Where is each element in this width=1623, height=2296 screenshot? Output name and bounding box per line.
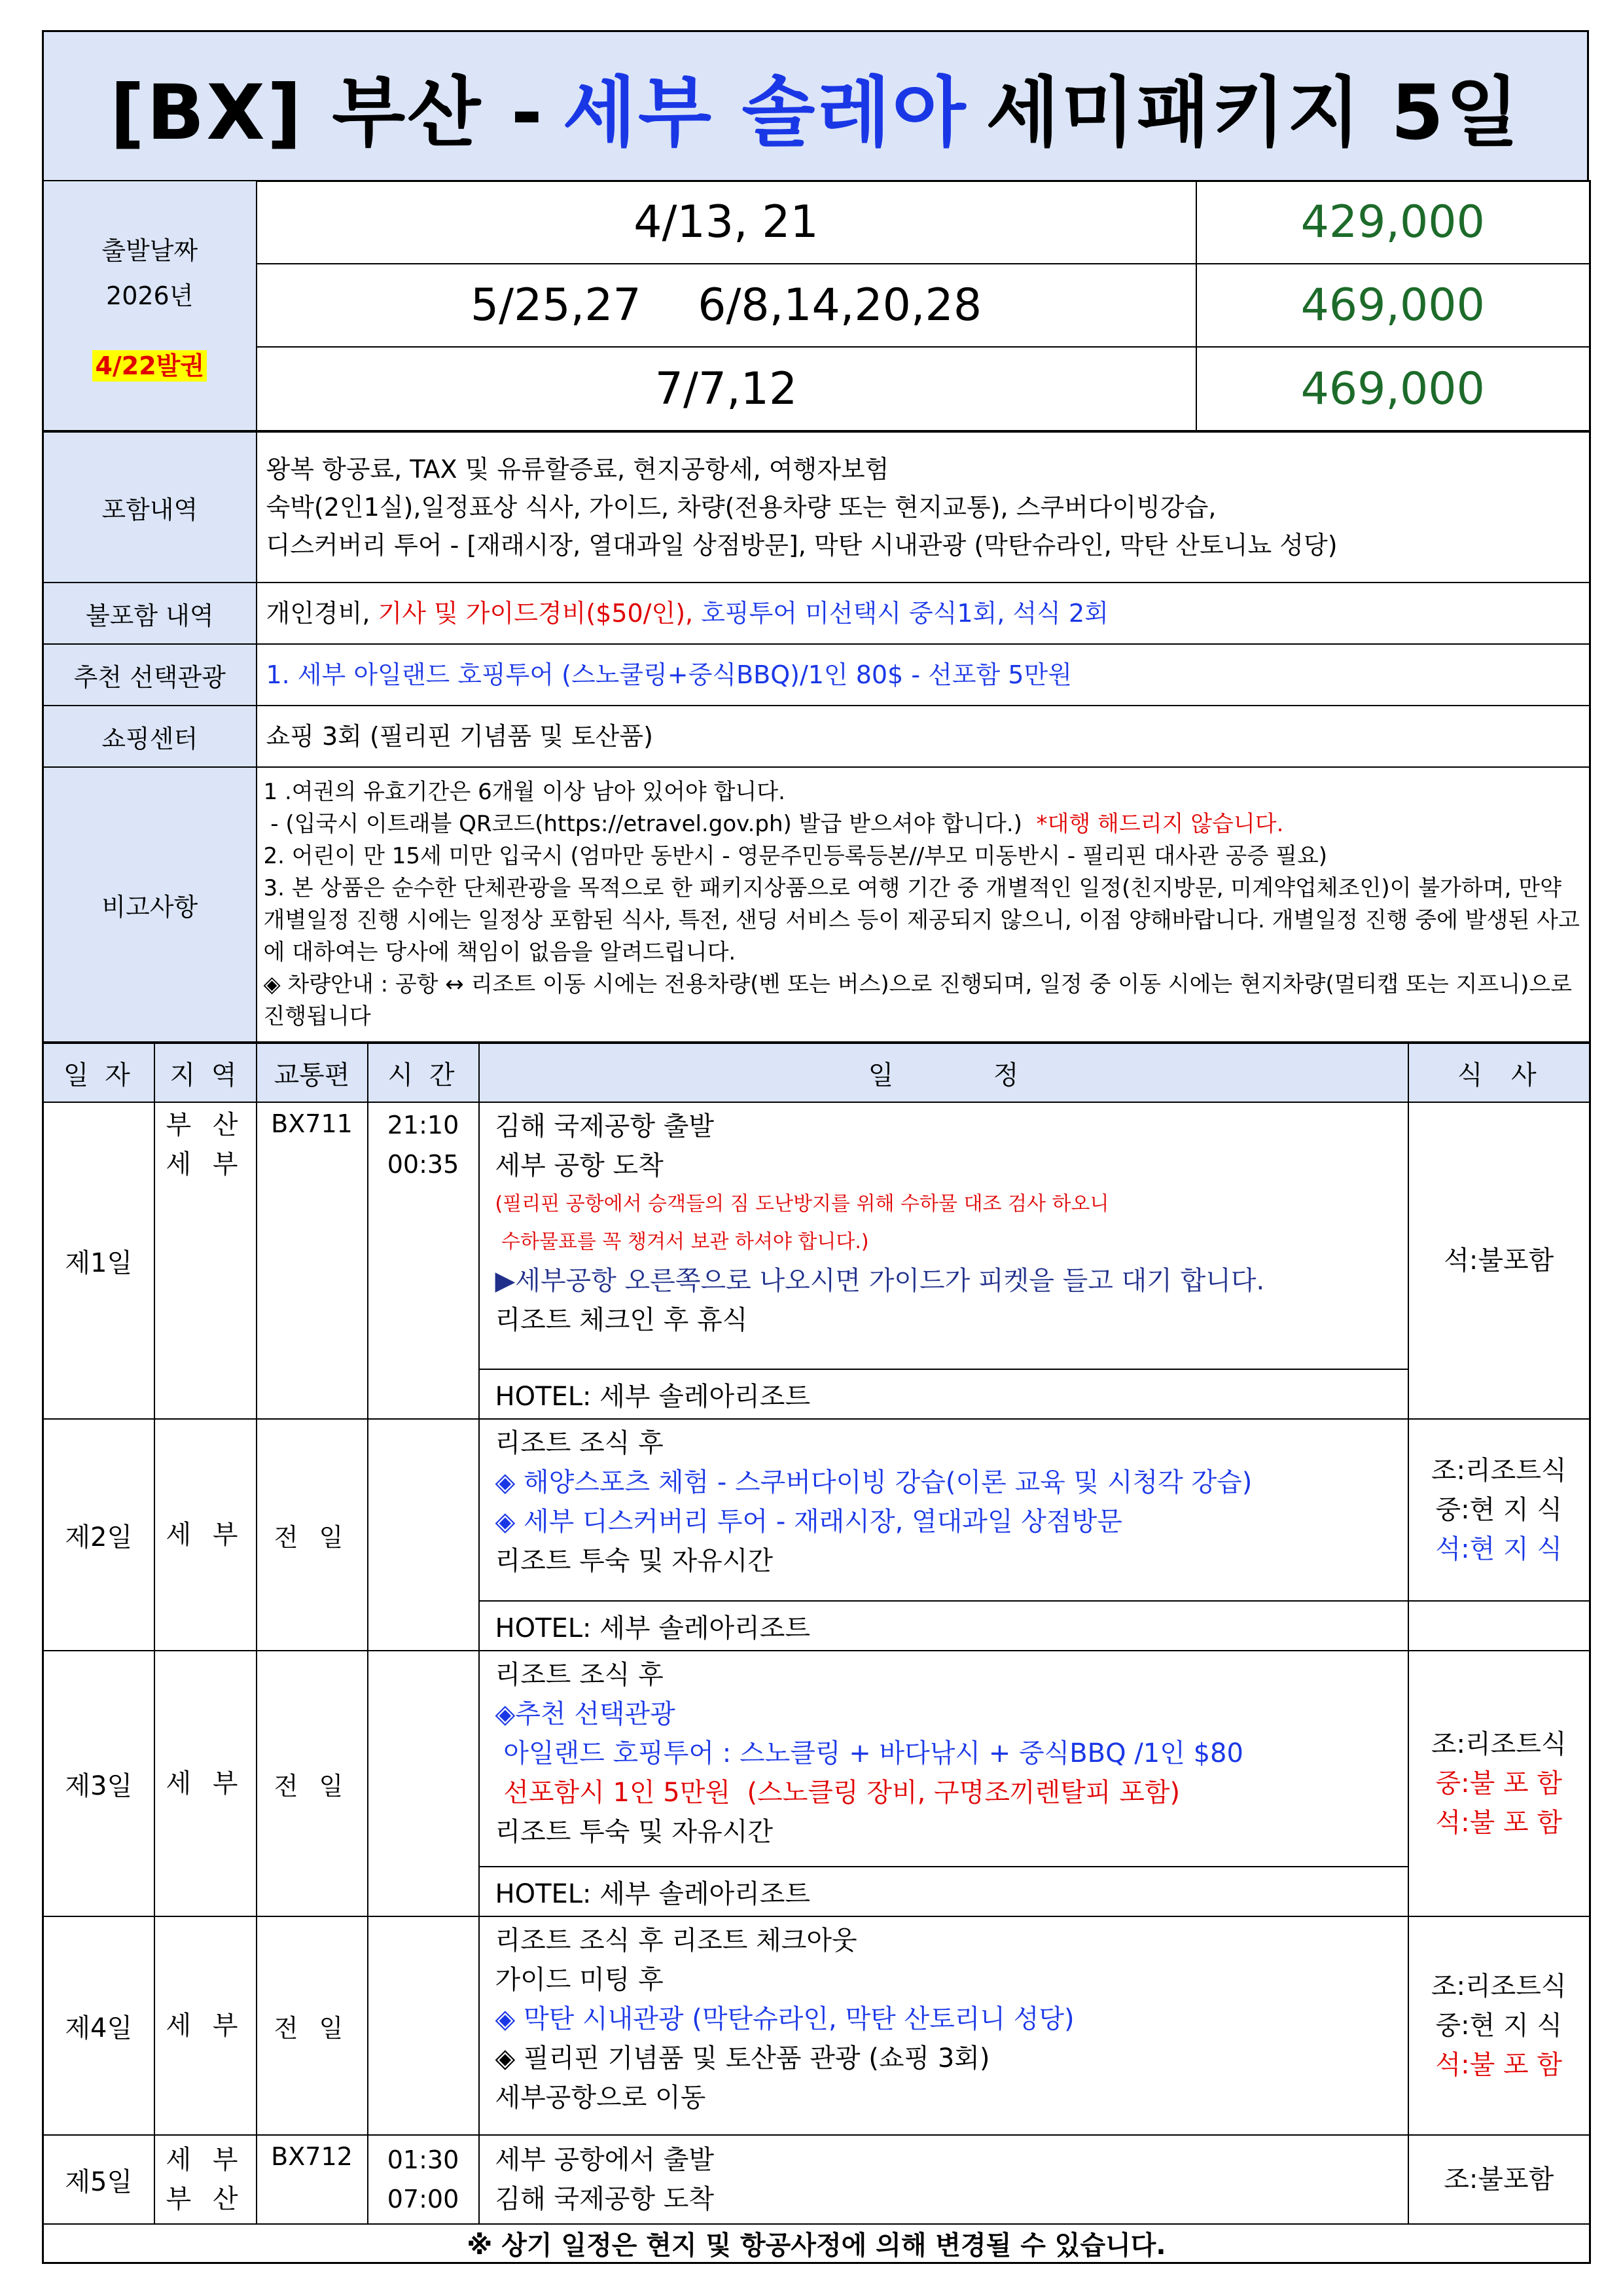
departure-year: 2026년 bbox=[106, 281, 194, 310]
header-region: 지 역 bbox=[154, 1043, 257, 1102]
footer-row bbox=[43, 2224, 1590, 2263]
departure-row-3 bbox=[43, 347, 1590, 431]
region-name: 부 산 bbox=[166, 2184, 245, 2214]
transport: 전 일 bbox=[257, 1916, 368, 2135]
day-label: 제3일 bbox=[43, 1651, 154, 1916]
info-table bbox=[42, 180, 1591, 431]
footer-note: ※ 상기 일정은 현지 및 항공사정에 의해 변경될 수 있습니다. bbox=[43, 2224, 1590, 2263]
day-meal bbox=[1408, 1419, 1590, 1601]
day-4-row bbox=[43, 1916, 1590, 2135]
meal-line: 중:현 지 식 bbox=[1435, 2011, 1562, 2041]
meal-line: 조:리조트식 bbox=[1431, 1729, 1567, 1759]
meal-line: 조:리조트식 bbox=[1431, 1456, 1567, 1486]
meal-line: 조:리조트식 bbox=[1431, 1971, 1567, 2001]
day-label: 제4일 bbox=[43, 1916, 154, 2135]
included-line: 숙박(2인1실),일정표상 식사, 가이드, 차량(전용차량 또는 현지교통), 스쿠버다이빙강습, bbox=[266, 493, 1217, 522]
excluded-row bbox=[43, 583, 1590, 644]
itinerary-line: 리조트 조식 후 bbox=[495, 1660, 664, 1690]
itinerary-line: ◈ 세부 디스커버리 투어 - 재래시장, 열대과일 상점방문 bbox=[495, 1507, 1122, 1537]
excluded-part-red: 기사 및 가이드경비($50/인), bbox=[378, 599, 702, 628]
header-itinerary: 일 정 bbox=[479, 1043, 1408, 1102]
day-label: 제5일 bbox=[43, 2135, 154, 2224]
remark-line: ◈ 차량안내 : 공항 ↔ 리조트 이동 시에는 전용차량(벤 또는 버스)으로 진행되며, 일정 중 이동 시에는 현지차량(멀티캡 또는 지프니)으로 진행됩니다 bbox=[263, 971, 1573, 1030]
shopping-content: 쇼핑 3회 (필리핀 기념품 및 토산품) bbox=[257, 706, 1590, 767]
itinerary-line: 가이드 미팅 후 bbox=[495, 1965, 664, 1995]
included-label: 포함내역 bbox=[43, 432, 257, 583]
included-row bbox=[43, 432, 1590, 583]
day-meal bbox=[1408, 1651, 1590, 1916]
itinerary-line: ◈ 해양스포츠 체험 - 스쿠버다이빙 강습(이론 교육 및 시청각 강습) bbox=[495, 1467, 1253, 1498]
itinerary-line: 세부공항으로 이동 bbox=[495, 2083, 706, 2113]
remark-text: - (입국시 이트래블 QR코드(https://etravel.gov.ph) 발급 받으셔야 합니다.) bbox=[263, 811, 1037, 837]
departure-dates: 5/25,27 6/8,14,20,28 bbox=[257, 264, 1196, 347]
day-region bbox=[154, 1102, 257, 1419]
included-line: 디스커버리 투어 - [재래시장, 열대과일 상점방문], 막탄 시내관광 (막탄슈라인, 막탄 산토니뇨 성당) bbox=[266, 531, 1338, 560]
included-content bbox=[257, 432, 1590, 583]
time-empty bbox=[368, 1651, 479, 1916]
region-name: 부 산 bbox=[166, 1110, 245, 1140]
time-empty bbox=[368, 1916, 479, 2135]
page-title bbox=[42, 30, 1589, 182]
hotel-name: HOTEL: 세부 솔레아리조트 bbox=[479, 1601, 1408, 1651]
itinerary-line: ◈ 막탄 시내관광 (막탄슈라인, 막탄 산토리니 성당) bbox=[495, 2004, 1075, 2034]
time-value: 07:00 bbox=[387, 2185, 459, 2214]
header-day: 일 자 bbox=[43, 1043, 154, 1102]
hotel-name: HOTEL: 세부 솔레아리조트 bbox=[479, 1867, 1408, 1916]
schedule-table bbox=[42, 1043, 1591, 2264]
itinerary-note: 수하물표를 꼭 챙겨서 보관 하셔야 합니다.) bbox=[495, 1230, 869, 1253]
title-prefix: [BX] 부산 - bbox=[109, 68, 544, 157]
remarks-row bbox=[43, 767, 1590, 1042]
meal-line: 석:현 지 식 bbox=[1435, 1534, 1562, 1564]
day-itinerary bbox=[479, 1419, 1408, 1601]
flight-number: BX711 bbox=[257, 1102, 368, 1419]
time-value: 01:30 bbox=[387, 2145, 459, 2174]
itinerary-line: 리조트 조식 후 bbox=[495, 1428, 664, 1458]
departure-price: 469,000 bbox=[1196, 264, 1590, 347]
day-3-row bbox=[43, 1651, 1590, 1867]
departure-label-cell bbox=[43, 181, 257, 431]
shopping-label: 쇼핑센터 bbox=[43, 706, 257, 767]
itinerary-line: 아일랜드 호핑투어 : 스노클링 + 바다낚시 + 중식BBQ /1인 $80 bbox=[495, 1738, 1243, 1768]
day-region bbox=[154, 2135, 257, 2224]
remark-line: 2. 어린이 만 15세 미만 입국시 (엄마만 동반시 - 영문주민등록등본//부모 미동반시 - 필리핀 대사관 공증 필요) bbox=[263, 843, 1328, 869]
departure-price: 469,000 bbox=[1196, 347, 1590, 431]
itinerary-line: 리조트 투숙 및 자유시간 bbox=[495, 1546, 774, 1576]
day-itinerary bbox=[479, 1651, 1408, 1867]
departure-row-2 bbox=[43, 264, 1590, 347]
remark-warning: *대행 해드리지 않습니다. bbox=[1036, 811, 1284, 837]
tour-sheet bbox=[42, 30, 1589, 2264]
transport: 전 일 bbox=[257, 1651, 368, 1916]
meal-line: 중:불 포 함 bbox=[1435, 1768, 1562, 1799]
title-highlight: 세부 솔레아 bbox=[562, 68, 968, 157]
header-transport: 교통편 bbox=[257, 1043, 368, 1102]
day-meal: 석:불포함 bbox=[1408, 1102, 1590, 1419]
title-suffix: 세미패키지 5일 bbox=[986, 68, 1522, 157]
header-time: 시 간 bbox=[368, 1043, 479, 1102]
departure-row-1 bbox=[43, 181, 1590, 264]
shopping-row bbox=[43, 706, 1590, 767]
itinerary-line: 김해 국제공항 출발 bbox=[495, 1111, 715, 1141]
day-label: 제2일 bbox=[43, 1419, 154, 1651]
region-name: 세 부 bbox=[166, 2145, 245, 2175]
flight-number: BX712 bbox=[257, 2135, 368, 2224]
hotel-name: HOTEL: 세부 솔레아리조트 bbox=[479, 1369, 1408, 1419]
day-2-row bbox=[43, 1419, 1590, 1601]
excluded-label: 불포함 내역 bbox=[43, 583, 257, 644]
meal-empty bbox=[1408, 1601, 1590, 1651]
time-value: 00:35 bbox=[387, 1150, 459, 1179]
schedule-header bbox=[43, 1043, 1590, 1102]
optional-row bbox=[43, 644, 1590, 706]
remarks-content bbox=[257, 767, 1590, 1042]
meal-line: 석:불 포 함 bbox=[1435, 2050, 1562, 2080]
flight-times bbox=[368, 1102, 479, 1419]
day-meal bbox=[1408, 1916, 1590, 2135]
day-itinerary bbox=[479, 1916, 1408, 2135]
time-value: 21:10 bbox=[387, 1111, 459, 1139]
time-empty bbox=[368, 1419, 479, 1651]
meal-line: 중:현 지 식 bbox=[1435, 1495, 1562, 1525]
day-itinerary bbox=[479, 2135, 1408, 2224]
transport: 전 일 bbox=[257, 1419, 368, 1651]
day-label: 제1일 bbox=[43, 1102, 154, 1419]
itinerary-line: ◈ 필리핀 기념품 및 토산품 관광 (쇼핑 3회) bbox=[495, 2043, 990, 2073]
day-region: 세 부 bbox=[154, 1651, 257, 1916]
details-table bbox=[42, 431, 1591, 1043]
included-line: 왕복 항공료, TAX 및 유류할증료, 현지공항세, 여행자보험 bbox=[266, 455, 889, 484]
excluded-part-blue: 호핑투어 미선택시 중식1회, 석식 2회 bbox=[701, 599, 1109, 628]
optional-content: 1. 세부 아일랜드 호핑투어 (스노쿨링+중식BBQ)/1인 80$ - 선포함 5만원 bbox=[257, 644, 1590, 706]
itinerary-line: ▶세부공항 오른쪽으로 나오시면 가이드가 피켓을 들고 대기 합니다. bbox=[495, 1266, 1265, 1296]
itinerary-note: (필리핀 공항에서 승객들의 짐 도난방지를 위해 수하물 대조 검사 하오니 bbox=[495, 1193, 1109, 1215]
itinerary-line: 세부 공항에서 출발 bbox=[495, 2145, 715, 2175]
departure-label: 출발날짜 bbox=[101, 236, 198, 265]
day-1-row bbox=[43, 1102, 1590, 1369]
region-name: 세 부 bbox=[166, 1149, 245, 1179]
itinerary-line: 선포함시 1인 5만원 (스노클링 장비, 구명조끼렌탈피 포함) bbox=[495, 1778, 1181, 1808]
departure-price: 429,000 bbox=[1196, 181, 1590, 264]
flight-times bbox=[368, 2135, 479, 2224]
ticketing-badge: 4/22발권 bbox=[92, 350, 207, 382]
departure-dates: 7/7,12 bbox=[257, 347, 1196, 431]
remark-line: 1 .여권의 유효기간은 6개월 이상 남아 있어야 합니다. bbox=[263, 779, 785, 805]
itinerary-line: 김해 국제공항 도착 bbox=[495, 2184, 715, 2214]
day-itinerary bbox=[479, 1102, 1408, 1369]
remark-line bbox=[264, 808, 1583, 840]
header-meal: 식 사 bbox=[1408, 1043, 1590, 1102]
departure-dates: 4/13, 21 bbox=[257, 181, 1196, 264]
excluded-part: 개인경비, bbox=[266, 599, 378, 628]
itinerary-line: 리조트 조식 후 리조트 체크아웃 bbox=[495, 1926, 857, 1956]
itinerary-line: ◈추천 선택관광 bbox=[495, 1699, 675, 1729]
meal-line: 석:불 포 함 bbox=[1435, 1808, 1562, 1838]
itinerary-line: 세부 공항 도착 bbox=[495, 1151, 664, 1181]
excluded-content bbox=[257, 583, 1590, 644]
day-region: 세 부 bbox=[154, 1916, 257, 2135]
itinerary-line: 리조트 체크인 후 휴식 bbox=[495, 1305, 748, 1335]
day-5-row bbox=[43, 2135, 1590, 2224]
remarks-label: 비고사항 bbox=[43, 767, 257, 1042]
day-meal: 조:불포함 bbox=[1408, 2135, 1590, 2224]
remark-line: 3. 본 상품은 순수한 단체관광을 목적으로 한 패키지상품으로 여행 기간 중 개별적인 일정(친지방문, 미계약업체조인)이 불가하며, 만약 개별일정 진행 시에는 일정상 포함된 식사, 특전, 샌딩 서비스 등이 제공되지 않으니, 이점 양해바랍니다. 개별일정 진행 중에 발생된 사고에 대하여는 당사에 책임이 없음을 알려드립니다. bbox=[263, 875, 1580, 965]
optional-label: 추천 선택관광 bbox=[43, 644, 257, 706]
itinerary-line: 리조트 투숙 및 자유시간 bbox=[495, 1817, 774, 1847]
day-region: 세 부 bbox=[154, 1419, 257, 1651]
